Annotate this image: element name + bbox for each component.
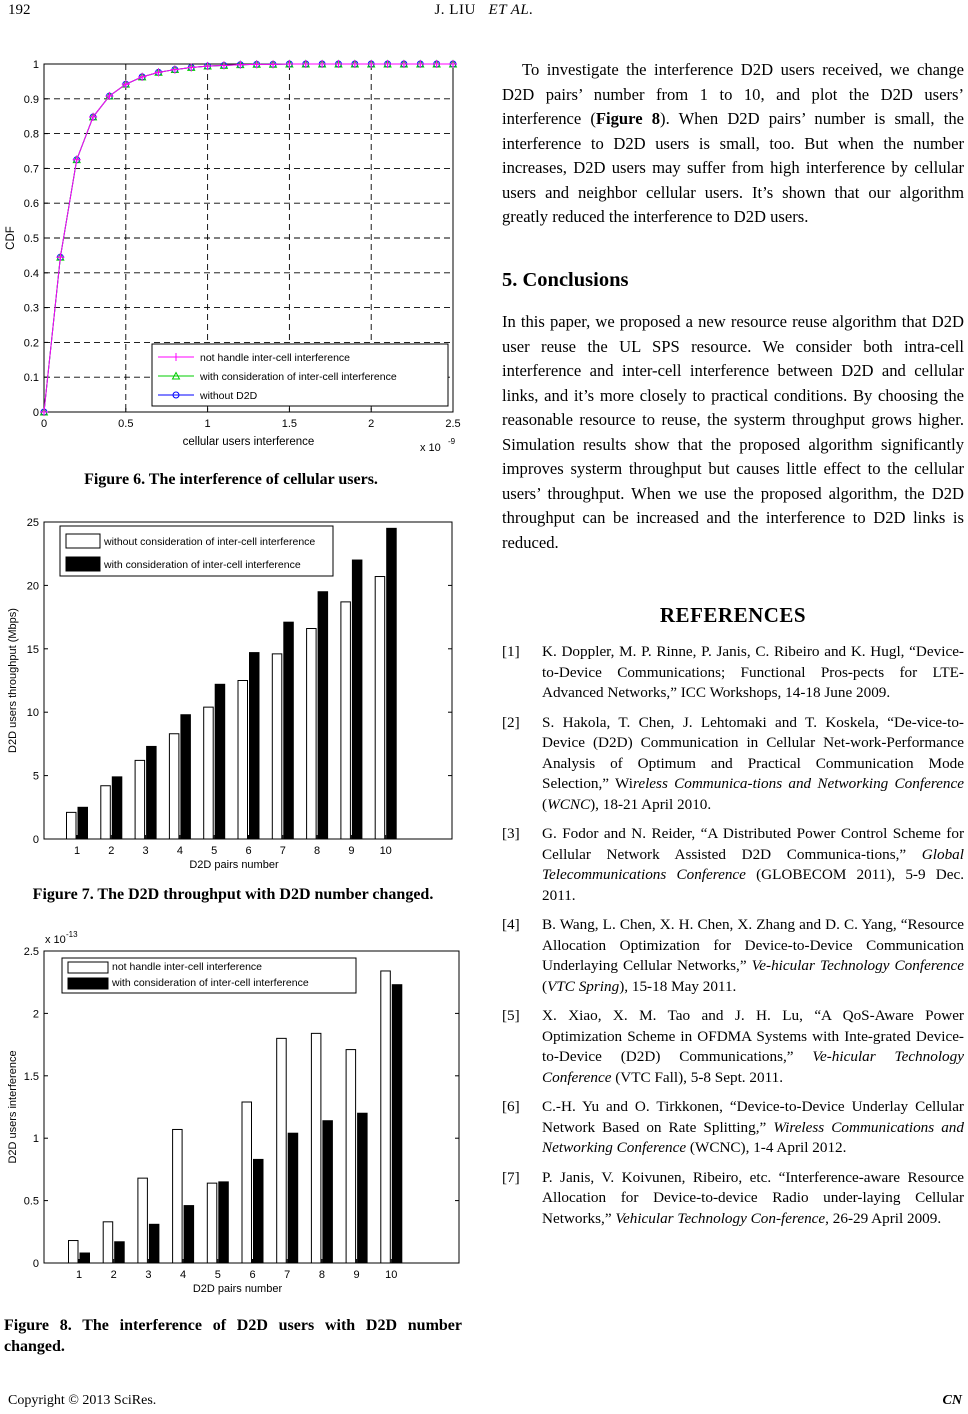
reference-number: [4] [502, 916, 520, 933]
legend-swatch [68, 962, 108, 973]
x-tick-label: 2 [108, 845, 115, 857]
x-tick-label: 10 [379, 845, 392, 857]
bar [67, 812, 77, 839]
bar [80, 1253, 90, 1263]
reference-6 [502, 1097, 964, 1159]
x-tick-label: 2.5 [445, 418, 461, 430]
bar [101, 786, 111, 839]
x-tick-label: 9 [353, 1269, 360, 1281]
y-tick-label: 20 [26, 580, 39, 593]
legend-label: without D2D [200, 390, 258, 402]
bar [387, 528, 397, 839]
x-tick-label: 1 [73, 845, 81, 857]
bar [323, 1121, 333, 1263]
reference-number: [5] [502, 1007, 520, 1024]
running-head-etal: ET AL. [488, 2, 534, 18]
legend-swatch [66, 557, 100, 571]
running-head-authors: J. LIU [434, 2, 476, 18]
x-tick-label: 10 [385, 1269, 398, 1281]
x-tick-label: 6 [249, 1269, 256, 1281]
references-list [502, 642, 964, 1238]
bar [112, 777, 122, 839]
bar [149, 1224, 159, 1263]
bar [272, 654, 282, 839]
reference-5 [502, 1006, 964, 1088]
bar [184, 1206, 194, 1263]
figure-6-cdf-chart [0, 50, 470, 470]
bar [392, 985, 402, 1263]
y-tick-label: 0.1 [23, 372, 39, 385]
reference-2 [502, 713, 964, 816]
y-tick-label: 25 [26, 517, 39, 529]
bar [311, 1033, 321, 1263]
x-tick-label: 3 [142, 845, 149, 857]
x-multiplier-exponent: -9 [448, 437, 456, 446]
bar [375, 577, 385, 839]
y-axis-label: D2D users interference [7, 1050, 19, 1164]
bar [173, 1129, 183, 1263]
y-tick-label: 0.6 [23, 198, 39, 211]
bar [358, 1113, 368, 1263]
reference-text: X. Xiao, X. M. Tao and J. H. Lu, “A QoS-Aware Power Optimization Scheme in OFDMA Systems with Inte-grated Device-to-Device (D2D) Communications,” Ve-hicular Technology Conference (VTC Fall), 5-8 Sept. 2011. [542, 1007, 964, 1086]
bar [277, 1038, 287, 1263]
page-number: 192 [8, 2, 31, 18]
y-tick-label: 0.7 [23, 163, 39, 176]
x-multiplier: x 10 [420, 442, 441, 454]
reference-number: [3] [502, 825, 520, 842]
bar [288, 1133, 298, 1263]
x-tick-label: 3 [145, 1269, 152, 1281]
running-head [0, 2, 968, 19]
y-multiplier-exponent: -13 [66, 930, 78, 939]
y-tick-label: 0.9 [23, 93, 39, 106]
paragraph-text: To investigate the interference D2D users received, we change D2D pairs’ number from 1 to 10, and plot the D2D users’ interference ( [502, 60, 964, 128]
reference-number: [6] [502, 1098, 520, 1115]
footer-journal: CN [942, 1393, 962, 1408]
y-tick-label: 15 [26, 643, 39, 656]
bar [242, 1102, 252, 1263]
legend-label: not handle inter-cell interference [112, 961, 263, 973]
paragraph-interference [502, 58, 964, 230]
bar [238, 681, 248, 840]
figure-7-bar-chart [0, 510, 470, 880]
bar [284, 622, 294, 839]
x-tick-label: 2 [110, 1269, 117, 1281]
figure-8-caption: Figure 8. The interference of D2D users with D2D number changed. [4, 1317, 462, 1355]
bar [215, 684, 225, 839]
y-tick-label: 0.8 [23, 128, 39, 141]
x-tick-label: 1.5 [281, 418, 298, 430]
bar [181, 715, 191, 839]
y-tick-label: 1.5 [23, 1070, 39, 1083]
paragraph-text-rest: ). When D2D pairs’ number is small, the interference to D2D users is small, too. But when the number increases, D2D users may suffer from high interference by cellular users and neighbor cellular users. It’s shown that our algorithm greatly reduced the interference to D2D users. [502, 109, 964, 226]
x-tick-label: 0.5 [118, 418, 134, 430]
y-tick-label: 0 [32, 407, 39, 419]
bar [103, 1222, 113, 1263]
y-axis-label: D2D users throughput (Mbps) [7, 608, 19, 753]
bar [318, 592, 328, 839]
paragraph-conclusions [502, 310, 964, 555]
y-tick-label: 0.5 [23, 1195, 39, 1208]
bar [204, 707, 214, 839]
x-tick-label: 1 [75, 1269, 83, 1281]
legend-label: not handle inter-cell interference [200, 352, 351, 364]
reference-text: P. Janis, V. Koivunen, Ribeiro, etc. “Interference-aware Resource Allocation for Device-to-device Radio under-laying Cellular Networks,” Vehicular Technology Con-ference, 26-29 April 2009. [542, 1168, 964, 1227]
reference-text: S. Hakola, T. Chen, J. Lehtomaki and T. Koskela, “De-vice-to-Device (D2D) Communication in Cellular Net-work-Performance Analysis of Optimum and Practical Communication Mode Selection,” Wireless Communica-tions and Networking Conference (WCNC), 18-21 April 2010. [542, 713, 964, 813]
reference-3 [502, 824, 964, 906]
y-tick-label: 0 [32, 834, 39, 846]
x-tick-label: 1 [204, 418, 211, 430]
x-tick-label: 8 [314, 845, 321, 857]
y-tick-label: 0 [32, 1258, 39, 1270]
legend-label: without consideration of inter-cell interference [104, 536, 316, 548]
legend-label: with consideration of inter-cell interference [104, 559, 301, 571]
figure-8-ref: Figure 8 [595, 109, 661, 128]
section-title-conclusions: 5. Conclusions [502, 269, 629, 291]
y-tick-label: 2 [32, 1008, 39, 1021]
bar [254, 1159, 264, 1263]
bar [381, 971, 391, 1263]
x-tick-label: 4 [176, 845, 183, 857]
reference-text: C.-H. Yu and O. Tirkkonen, “Device-to-Device Underlay Cellular Network Based on Rate Splitting,” Wireless Communications and Networking Conference (WCNC), 1-4 April 2012. [542, 1098, 964, 1156]
figure-6-caption: Figure 6. The interference of cellular users. [84, 471, 378, 488]
y-multiplier: x 10 [45, 934, 66, 946]
reference-text: G. Fodor and N. Reider, “A Distributed Power Control Scheme for Cellular Network Assisted D2D Communica-tions,” Global Telecommunications Conference (GLOBECOM 2011), 5-9 Dec. 2011. [542, 825, 964, 904]
x-tick-label: 8 [318, 1269, 325, 1281]
conclusions-text: In this paper, we proposed a new resource reuse algorithm that D2D user reuse the UL SPS resource. We consider both intra-cell interference and inter-cell interference between D2D and cellular links, and it’s more closely to practical conditions. By choosing the reasonable resource to reuse, the systerm throughput grows higher. Simulation results show that the proposed algorithm significantly improves systerm throughput but causes little effect to the cellular users’ throughput. When we use the proposed algorithm, the D2D throughput can be increased and the interference to D2D links is reduced. [502, 312, 964, 552]
y-tick-label: 2.5 [23, 946, 39, 958]
x-tick-label: 5 [211, 845, 218, 857]
references-title: REFERENCES [659, 603, 807, 627]
reference-number: [7] [502, 1168, 520, 1186]
y-tick-label: 10 [26, 707, 39, 720]
bar [115, 1242, 125, 1263]
bar [138, 1178, 148, 1263]
x-axis-label: D2D pairs number [189, 859, 279, 871]
x-tick-label: 9 [348, 845, 355, 857]
y-tick-label: 0.2 [23, 337, 39, 350]
y-tick-label: 0.4 [23, 267, 39, 280]
bar [346, 1050, 356, 1263]
figure-8-bar-chart [0, 924, 470, 1304]
x-tick-label: 7 [284, 1269, 291, 1281]
reference-text: B. Wang, L. Chen, X. H. Chen, X. Zhang and D. C. Yang, “Resource Allocation Optimization for Device-to-Device Communication Underlaying Cellular Networks,” Ve-hicular Technology Conference (VTC Spring), 15-18 May 2011. [542, 916, 964, 995]
reference-1 [502, 642, 964, 704]
reference-7 [502, 1168, 964, 1230]
figure-7-caption: Figure 7. The D2D throughput with D2D number changed. [32, 886, 434, 903]
y-axis-label: CDF [5, 226, 17, 250]
legend-swatch [66, 534, 100, 548]
legend-swatch [68, 978, 108, 989]
reference-text: K. Doppler, M. P. Rinne, P. Janis, C. Ribeiro and K. Hugl, “Device-to-Device Communications; Functional Pros-pects for LTE-Advanced Networks,” ICC Workshops, 14-18 June 2009. [542, 643, 964, 701]
bar [69, 1241, 79, 1263]
y-tick-label: 1 [32, 59, 39, 71]
reference-4 [502, 915, 964, 997]
x-tick-label: 2 [368, 418, 375, 430]
legend-label: with consideration of inter-cell interference [200, 371, 397, 383]
bar [250, 653, 260, 839]
x-tick-label: 6 [245, 845, 252, 857]
y-tick-label: 0.3 [23, 302, 39, 315]
bar [78, 807, 88, 839]
bar [352, 560, 362, 839]
bar [219, 1182, 229, 1263]
bar [147, 746, 157, 839]
bar [135, 760, 145, 839]
bar [207, 1183, 217, 1263]
legend-label: with consideration of inter-cell interference [112, 977, 309, 989]
x-tick-label: 4 [180, 1269, 187, 1281]
bar [307, 629, 317, 839]
bar [169, 734, 179, 839]
bar [341, 602, 351, 839]
reference-number: [1] [502, 643, 520, 660]
x-axis-label: D2D pairs number [192, 1283, 283, 1295]
y-tick-label: 1 [32, 1133, 39, 1146]
x-tick-label: 7 [279, 845, 286, 857]
footer-copyright: Copyright © 2013 SciRes. [8, 1393, 157, 1408]
y-tick-label: 0.5 [23, 233, 39, 245]
x-tick-label: 5 [214, 1269, 221, 1281]
x-tick-label: 0 [40, 418, 48, 430]
y-tick-label: 5 [32, 770, 39, 783]
reference-number: [2] [502, 713, 520, 731]
x-axis-label: cellular users interference [182, 436, 315, 448]
